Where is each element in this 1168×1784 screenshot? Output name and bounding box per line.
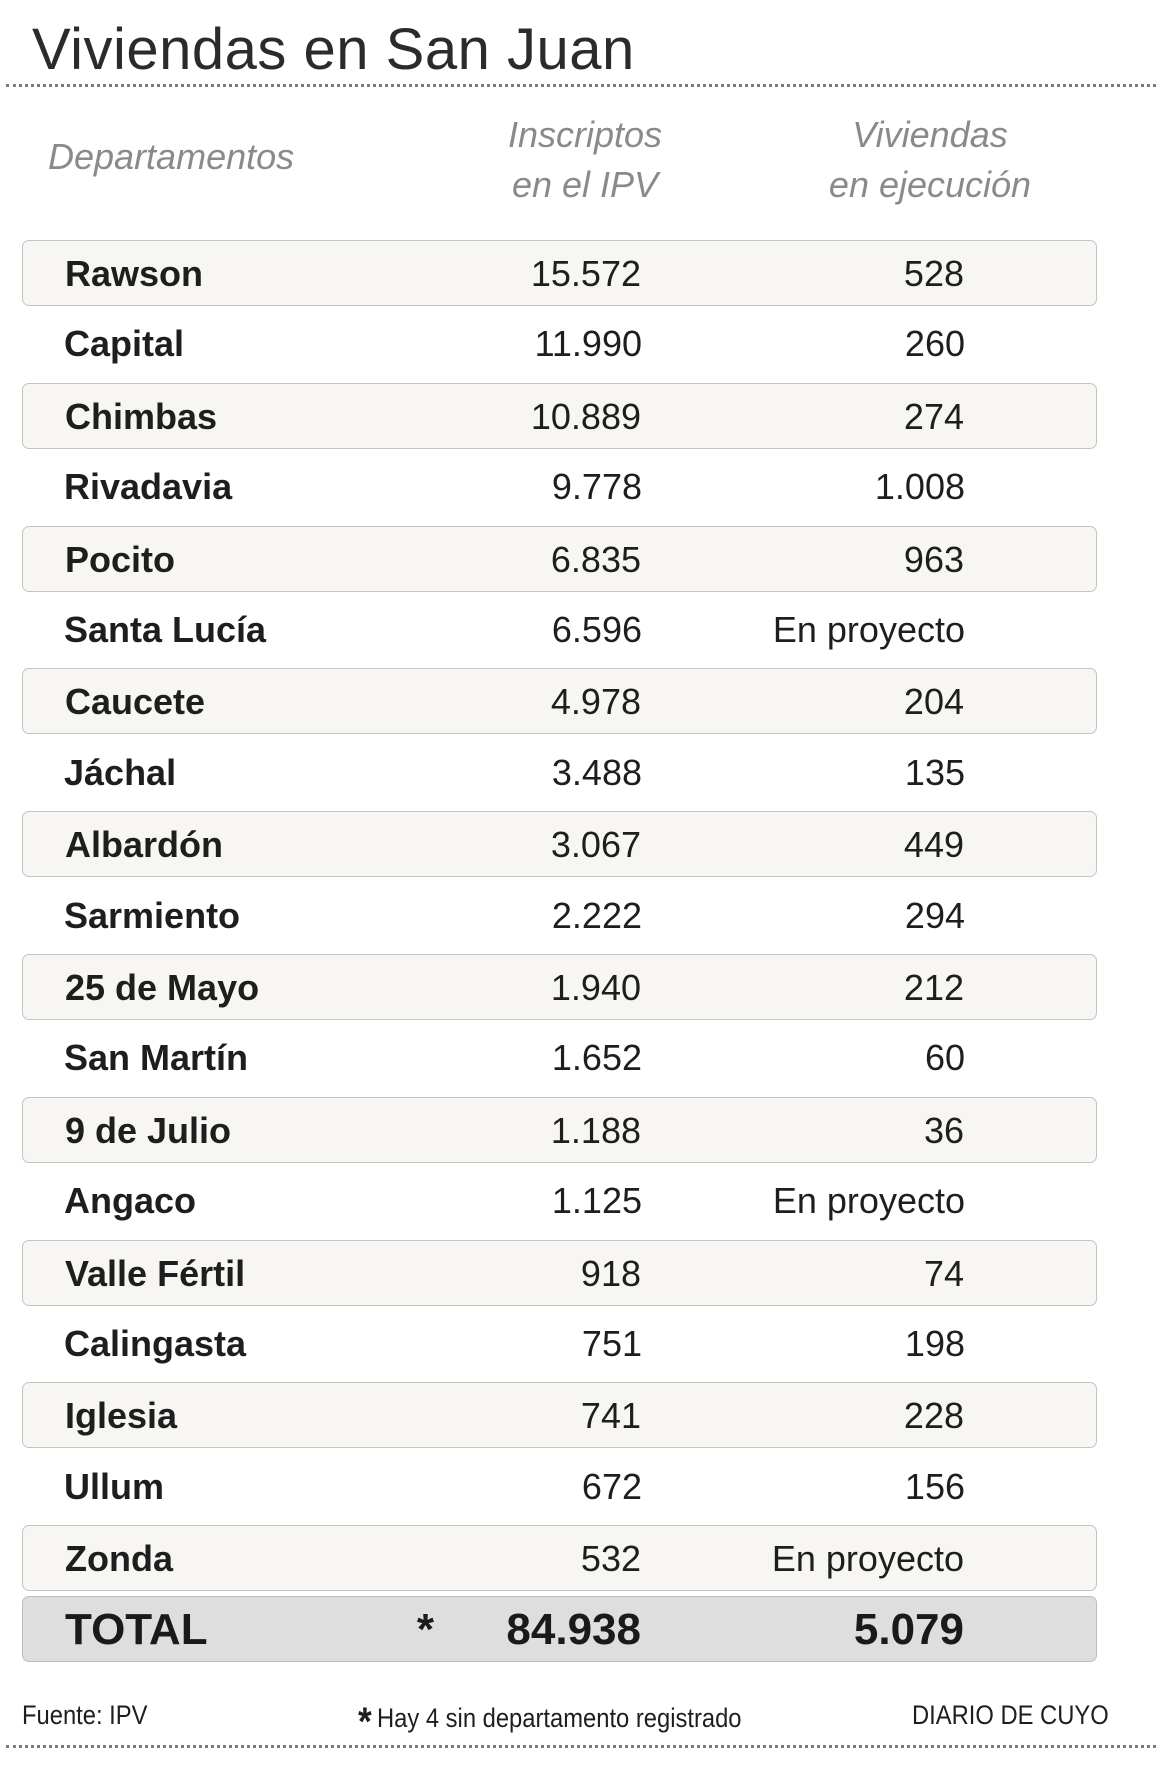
table-row xyxy=(22,1382,1097,1448)
viviendas-cell: 528 xyxy=(903,253,964,294)
viviendas-cell: 135 xyxy=(904,752,965,793)
footer-note-text: Hay 4 sin departamento registrado xyxy=(376,1703,742,1733)
inscriptos-cell: 3.488 xyxy=(551,752,642,793)
table-row xyxy=(22,1168,1097,1234)
table-row xyxy=(22,1525,1097,1591)
viviendas-cell: En proyecto xyxy=(772,609,965,650)
table-row xyxy=(22,811,1097,877)
department-cell: Caucete xyxy=(65,681,206,722)
header-inscriptos xyxy=(480,110,690,210)
department-cell: Rivadavia xyxy=(64,466,233,507)
viviendas-cell: 198 xyxy=(904,1323,965,1364)
department-cell: Zonda xyxy=(65,1538,173,1579)
viviendas-cell: 60 xyxy=(924,1037,965,1078)
inscriptos-cell: 1.188 xyxy=(550,1110,641,1151)
header-viviendas-line1: Viviendas xyxy=(852,114,1008,155)
table-row xyxy=(22,740,1097,806)
inscriptos-cell: 751 xyxy=(581,1323,642,1364)
department-cell: Calingasta xyxy=(64,1323,247,1364)
department-cell: Iglesia xyxy=(65,1395,178,1436)
footer-source: Fuente: IPV xyxy=(22,1700,148,1730)
department-cell: Chimbas xyxy=(65,396,218,437)
inscriptos-cell: 6.596 xyxy=(551,609,642,650)
viviendas-cell: 449 xyxy=(903,824,964,865)
inscriptos-cell: 1.652 xyxy=(551,1037,642,1078)
table-row xyxy=(22,1454,1097,1520)
department-cell: Sarmiento xyxy=(64,895,241,936)
bottom-divider xyxy=(6,1745,1156,1748)
table-row xyxy=(22,1025,1097,1091)
viviendas-cell: En proyecto xyxy=(772,1180,965,1221)
top-divider xyxy=(6,84,1156,87)
total-viviendas: 5.079 xyxy=(853,1605,964,1654)
header-inscriptos-line2: en el IPV xyxy=(511,164,659,205)
department-cell: Capital xyxy=(64,323,185,364)
header-viviendas xyxy=(800,110,1060,210)
table-row xyxy=(22,1097,1097,1163)
footer-note xyxy=(358,1700,742,1745)
footer-note-asterisk: * xyxy=(358,1700,372,1744)
department-cell: San Martín xyxy=(64,1037,249,1078)
inscriptos-cell: 672 xyxy=(581,1466,642,1507)
table-row xyxy=(22,240,1097,306)
department-cell: Albardón xyxy=(65,824,223,865)
department-cell: Pocito xyxy=(65,539,176,580)
inscriptos-cell: 11.990 xyxy=(534,323,642,364)
table-row xyxy=(22,1311,1097,1377)
inscriptos-cell: 532 xyxy=(580,1538,641,1579)
page-title: Viviendas en San Juan xyxy=(32,17,635,82)
viviendas-cell: 212 xyxy=(903,967,964,1008)
table-row xyxy=(22,668,1097,734)
inscriptos-cell: 9.778 xyxy=(551,466,642,507)
total-row xyxy=(22,1596,1097,1662)
viviendas-cell: 274 xyxy=(903,396,964,437)
header-departamentos: Departamentos xyxy=(48,136,295,177)
inscriptos-cell: 3.067 xyxy=(550,824,641,865)
viviendas-cell: 204 xyxy=(903,681,964,722)
inscriptos-cell: 6.835 xyxy=(550,539,641,580)
table-row xyxy=(22,311,1097,377)
inscriptos-cell: 1.940 xyxy=(550,967,641,1008)
table-row xyxy=(22,526,1097,592)
viviendas-cell: 228 xyxy=(903,1395,964,1436)
viviendas-cell: En proyecto xyxy=(771,1538,964,1579)
viviendas-cell: 260 xyxy=(904,323,965,364)
total-inscriptos: 84.938 xyxy=(506,1605,641,1654)
table-row xyxy=(22,383,1097,449)
viviendas-cell: 74 xyxy=(923,1253,964,1294)
inscriptos-cell: 1.125 xyxy=(551,1180,642,1221)
header-inscriptos-line1: Inscriptos xyxy=(507,114,663,155)
inscriptos-cell: 4.978 xyxy=(550,681,641,722)
footer-brand: DIARIO DE CUYO xyxy=(912,1700,1109,1730)
table-row xyxy=(22,1240,1097,1306)
table-row xyxy=(22,454,1097,520)
department-cell: Ullum xyxy=(64,1466,165,1507)
inscriptos-cell: 15.572 xyxy=(530,253,641,294)
header-viviendas-line2: en ejecución xyxy=(828,164,1032,205)
department-cell: Santa Lucía xyxy=(64,609,267,650)
department-cell: 9 de Julio xyxy=(65,1110,232,1151)
viviendas-cell: 294 xyxy=(904,895,965,936)
viviendas-cell: 1.008 xyxy=(874,466,965,507)
department-cell: 25 de Mayo xyxy=(65,967,260,1008)
table-row xyxy=(22,954,1097,1020)
inscriptos-cell: 741 xyxy=(580,1395,641,1436)
table-row xyxy=(22,597,1097,663)
department-cell: Rawson xyxy=(65,253,204,294)
total-label: TOTAL xyxy=(65,1605,208,1654)
inscriptos-cell: 918 xyxy=(580,1253,641,1294)
inscriptos-cell: 10.889 xyxy=(530,396,641,437)
total-asterisk: * xyxy=(416,1605,434,1654)
table-row xyxy=(22,883,1097,949)
viviendas-cell: 36 xyxy=(923,1110,964,1151)
department-cell: Jáchal xyxy=(64,752,177,793)
viviendas-cell: 156 xyxy=(904,1466,965,1507)
inscriptos-cell: 2.222 xyxy=(551,895,642,936)
viviendas-cell: 963 xyxy=(903,539,964,580)
department-cell: Valle Fértil xyxy=(65,1253,246,1294)
department-cell: Angaco xyxy=(64,1180,197,1221)
